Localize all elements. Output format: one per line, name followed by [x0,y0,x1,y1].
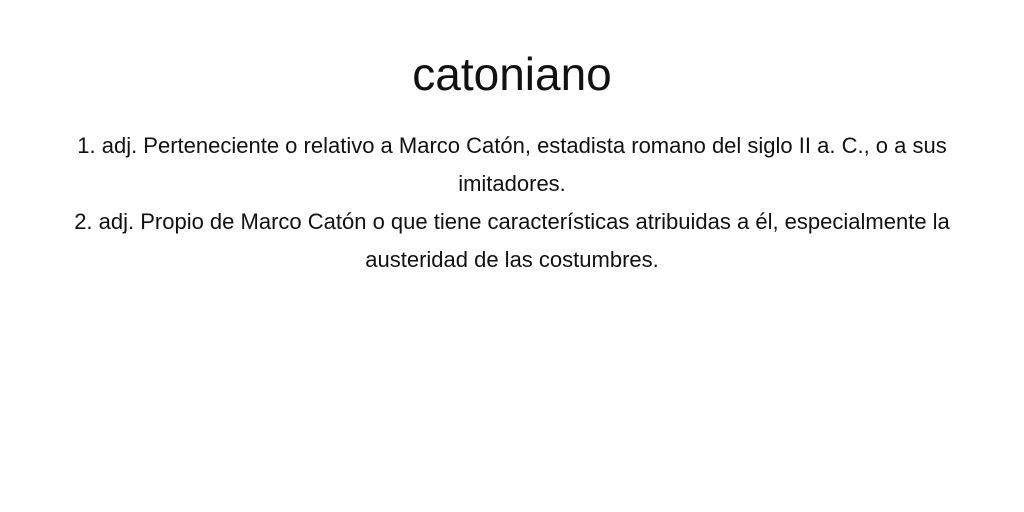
definition-list [66,127,958,279]
definition-1: 1. adj. Perteneciente o relativo a Marco Catón, estadista romano del siglo II a. C., o a sus imitadores. [77,133,947,196]
definition-2: 2. adj. Propio de Marco Catón o que tiene características atribuidas a él, especialmente la austeridad de las costumbres. [74,209,950,272]
headword: catoniano [412,48,612,100]
